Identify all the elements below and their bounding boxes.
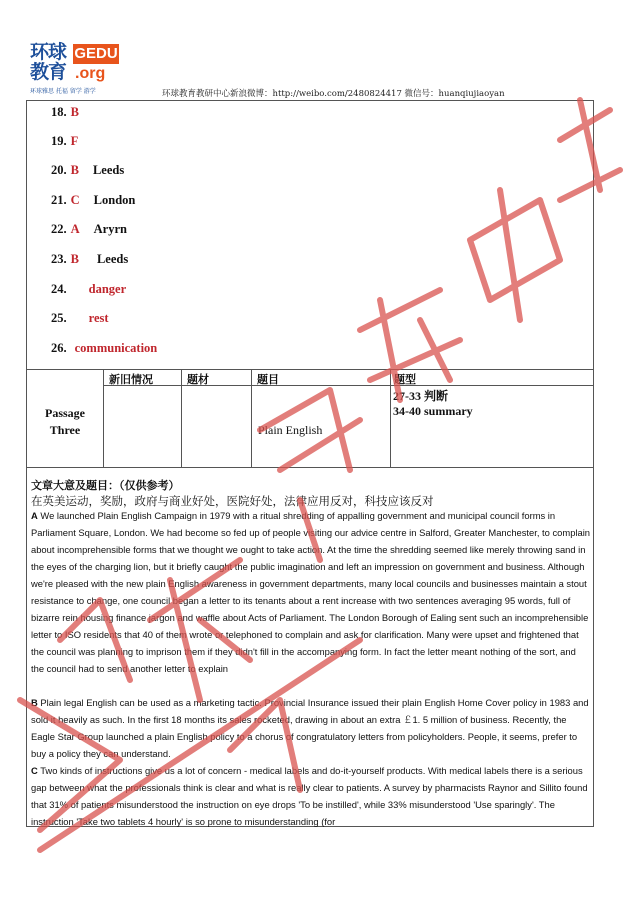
paragraph-a [31,507,591,677]
paragraph-label: C [31,765,38,776]
logo-chinese-text [30,42,74,82]
paragraph-text: Two kinds of instructions give us a lot of concern - medical labels and do-it-yourself products. With medical labels there is a serious gap between what the professionals think is clear and what is really clear to patients. A survey by pharmacists Raynor and Sillito found that 31% of patients misunderstood the instruction on eye drops 'To be instilled', while 33% misunderstood 'Use sparingly'. The instruction 'Take two tablets 4 hourly' is so prone to misunderstanding (for [31,765,588,827]
paragraph-b [31,694,591,762]
table-top-border [27,369,593,370]
answer-item [51,252,128,267]
answer-letter: C [70,193,80,207]
answer-number: 20. [51,163,67,177]
paragraph-label: B [31,697,38,708]
answer-number: 22. [51,222,67,236]
answer-item [51,282,126,297]
type-line-1: 27-33 判断 [393,389,448,403]
answer-number: 26. [51,341,67,355]
summary-chinese: 在英美运动，奖励，政府与商业好处，医院好处，法律应用反对，科技应该反对 [31,494,434,508]
table-col-divider [390,369,391,467]
answer-item [51,134,78,149]
document-frame [26,100,594,827]
answer-word: Leeds [92,163,125,177]
col-header-type: 题型 [394,373,416,386]
col-header-material: 题材 [187,373,209,386]
logo-line-1: 环球 [30,41,67,63]
passage-label: Passage Three [45,406,85,437]
answer-number: 21. [51,193,67,207]
answer-letter: B [70,163,79,177]
logo-slogan: 环球雅思 托福 留学 游学 [30,88,96,95]
answer-item [51,163,124,178]
paragraph-label: A [31,510,38,521]
answer-letter: F [70,134,79,148]
header-contact-info: 环球教育教研中心新浪微博：http://weibo.com/2480824417 微信号：huanqiujiaoyan [162,89,505,99]
answer-word: rest [88,311,109,325]
answer-item [51,105,79,120]
answer-number: 24. [51,282,67,296]
answer-item [51,311,109,326]
table-col-divider [181,369,182,467]
logo-gedu-box: GEDU [74,45,118,62]
table-col-divider [103,369,104,467]
answer-number: 18. [51,105,67,119]
answer-number: 23. [51,252,67,266]
col-header-topic: 题目 [257,373,279,386]
answer-word: Aryrn [93,222,127,236]
type-line-2: 34-40 summary [393,404,473,418]
answer-item [51,193,135,208]
answer-item [51,222,127,237]
logo-line-2: 教育 [30,61,67,83]
answer-letter: B [70,105,79,119]
topic-value: Plain English [258,423,323,437]
answer-number: 25. [51,311,67,325]
table-header-border [103,385,594,386]
answer-word: danger [88,282,127,296]
answer-item [51,341,157,356]
answer-letter: B [70,252,79,266]
gedu-logo [30,42,122,100]
answer-letter: A [70,222,80,236]
answer-number: 19. [51,134,67,148]
table-bottom-border [27,467,593,468]
summary-title: 文章大意及题目：（仅供参考） [31,479,180,492]
paragraph-text: We launched Plain English Campaign in 1979 with a ritual shredding of appalling government and municipal council forms in Parliament Square, London. We had become so fed up of people visiting our advice centre in Salford, Greater Manchester, to complain about incomprehensible forms that we thought we ought to take action. At the time the shredding seemed like merely throwing sand in the eyes of the charging lion, but it briefly caught the public imagination and left an impression on government and business. Although we're pleased with the new plain English awareness in government departments, many local councils and businesses maintain a stout resistance to change, one council began a letter to its tenants about a rent increase with two sentences averaging 95 words, full of bizarre rein housing finance jargon and waffle about Acts of Parliament. The London Borough of Ealing sent such an incomprehensible letter to ISO residents that 40 of them wrote or telephoned to complain and ask for clarification. Many were upset and frightened that the council was planning to imprison them if they didn't fill in the accompanying form. In fact the letter meant nothing of the sort, and the council had to send another letter to explain [31,510,591,674]
paragraph-c [31,762,591,830]
table-col-divider [251,369,252,467]
col-header-new-old: 新旧情况 [109,373,153,386]
answer-word: Leeds [96,252,129,266]
paragraph-text: Plain legal English can be used as a marketing tactic. Provincial Insurance issued their plain English Home Cover policy in 1983 and sold it heavily as such. In the first 18 months its sales rocketed, drawing in about an extra ￡1. 5 million of business. Recently, the Eagle Star Group launched a plain English policy to a chorus of congratulatory letters from policyholders. People, it seems, prefer to buy a policy they can understand. [31,697,589,759]
answer-word: London [93,193,136,207]
logo-org-text: .org [75,65,106,82]
answer-word: communication [74,341,158,355]
